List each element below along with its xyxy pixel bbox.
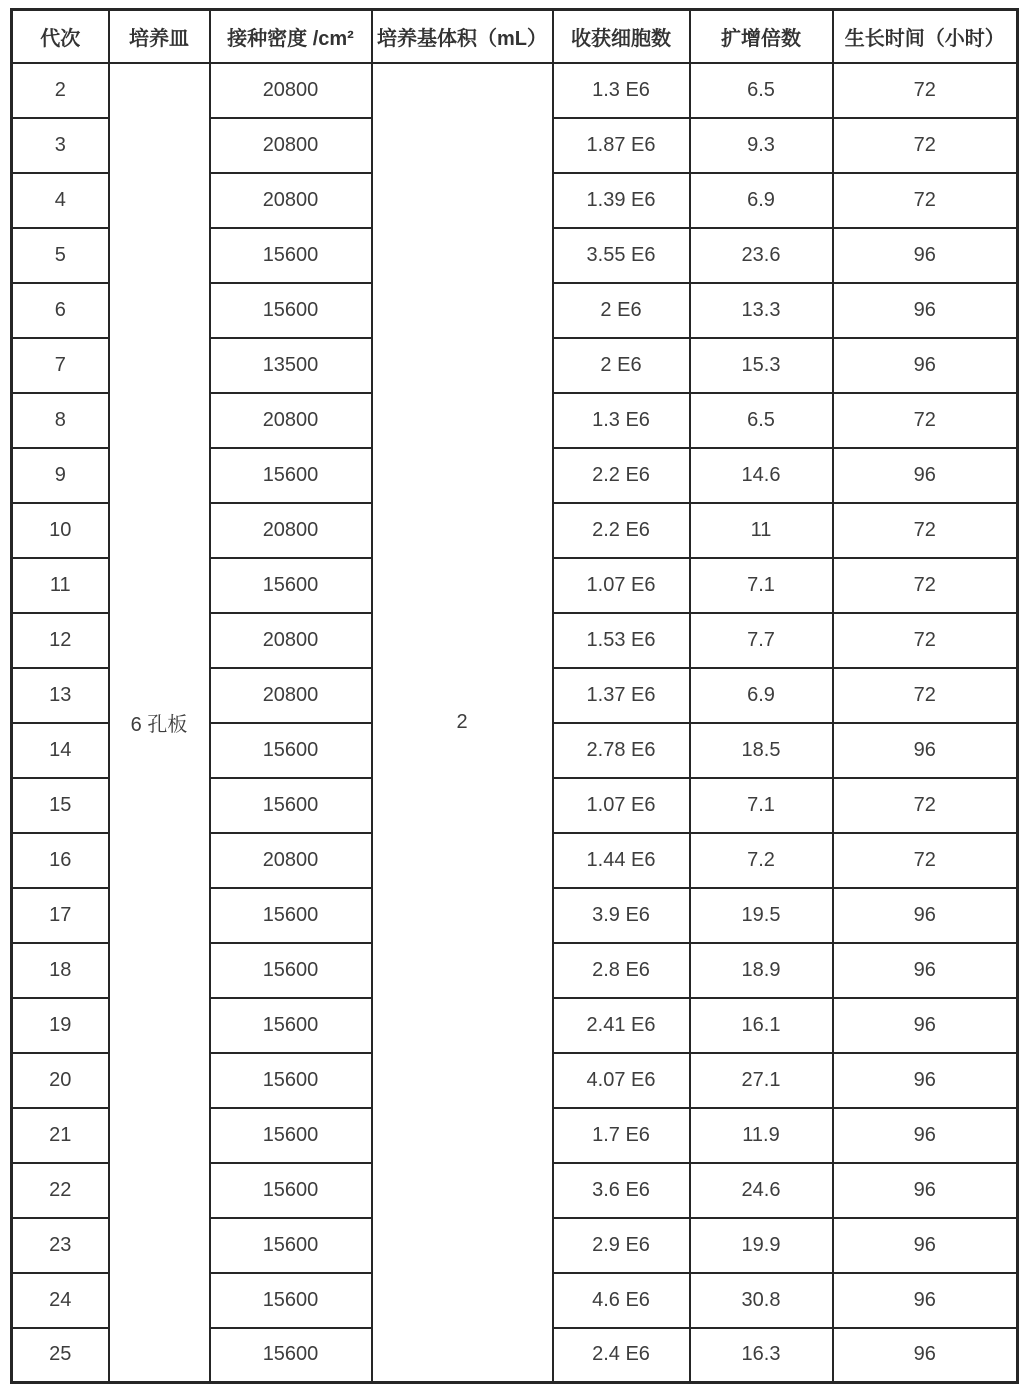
cell-density: 15600 [210,1163,372,1218]
cell-density: 15600 [210,1273,372,1328]
cell-growth-hours: 96 [833,1053,1018,1108]
cell-harvested-cells: 1.3 E6 [553,63,690,118]
cell-expansion-fold: 16.3 [690,1328,833,1383]
cell-expansion-fold: 16.1 [690,998,833,1053]
header-growth-time: 生长时间（小时） [833,10,1018,63]
cell-density: 20800 [210,393,372,448]
cell-expansion-fold: 27.1 [690,1053,833,1108]
cell-density: 20800 [210,668,372,723]
cell-density: 15600 [210,888,372,943]
cell-harvested-cells: 2 E6 [553,283,690,338]
cell-harvested-cells: 1.37 E6 [553,668,690,723]
cell-passage: 13 [12,668,109,723]
cell-growth-hours: 96 [833,1328,1018,1383]
cell-growth-hours: 72 [833,613,1018,668]
cell-density: 15600 [210,1053,372,1108]
cell-passage: 7 [12,338,109,393]
cell-growth-hours: 72 [833,173,1018,228]
cell-harvested-cells: 1.7 E6 [553,1108,690,1163]
cell-passage: 6 [12,283,109,338]
cell-expansion-fold: 30.8 [690,1273,833,1328]
cell-expansion-fold: 11.9 [690,1108,833,1163]
cell-expansion-fold: 7.2 [690,833,833,888]
cell-harvested-cells: 2.2 E6 [553,503,690,558]
cell-passage: 12 [12,613,109,668]
cell-density: 15600 [210,723,372,778]
cell-expansion-fold: 9.3 [690,118,833,173]
cell-harvested-cells: 1.44 E6 [553,833,690,888]
cell-growth-hours: 96 [833,338,1018,393]
header-row [12,10,1018,63]
cell-harvested-cells: 2 E6 [553,338,690,393]
cell-harvested-cells: 2.8 E6 [553,943,690,998]
cell-passage: 11 [12,558,109,613]
cell-passage: 19 [12,998,109,1053]
cell-expansion-fold: 13.3 [690,283,833,338]
cell-density: 15600 [210,943,372,998]
cell-harvested-cells: 1.53 E6 [553,613,690,668]
cell-expansion-fold: 23.6 [690,228,833,283]
cell-expansion-fold: 24.6 [690,1163,833,1218]
cell-harvested-cells: 1.07 E6 [553,778,690,833]
cell-passage: 21 [12,1108,109,1163]
cell-density: 15600 [210,448,372,503]
cell-passage: 3 [12,118,109,173]
cell-harvested-cells: 3.6 E6 [553,1163,690,1218]
cell-growth-hours: 72 [833,778,1018,833]
cell-expansion-fold: 19.9 [690,1218,833,1273]
cell-density: 20800 [210,118,372,173]
cell-passage: 20 [12,1053,109,1108]
table-row [12,63,1018,118]
cell-harvested-cells: 1.87 E6 [553,118,690,173]
cell-density: 20800 [210,63,372,118]
header-seed-density: 接种密度 /cm² [210,10,372,63]
table-header [12,10,1018,63]
cell-expansion-fold: 7.1 [690,778,833,833]
cell-density: 15600 [210,228,372,283]
cell-density: 15600 [210,283,372,338]
cell-passage: 2 [12,63,109,118]
cell-density: 15600 [210,1108,372,1163]
cell-growth-hours: 96 [833,888,1018,943]
cell-medium-volume-merged: 2 [372,63,553,1383]
cell-harvested-cells: 1.07 E6 [553,558,690,613]
cell-harvested-cells: 2.9 E6 [553,1218,690,1273]
cell-harvested-cells: 1.39 E6 [553,173,690,228]
cell-harvested-cells: 4.07 E6 [553,1053,690,1108]
cell-passage: 9 [12,448,109,503]
cell-passage: 22 [12,1163,109,1218]
cell-expansion-fold: 14.6 [690,448,833,503]
cell-harvested-cells: 2.41 E6 [553,998,690,1053]
header-dish: 培养皿 [109,10,210,63]
cell-growth-hours: 96 [833,1108,1018,1163]
cell-harvested-cells: 2.2 E6 [553,448,690,503]
cell-density: 15600 [210,1218,372,1273]
cell-dish-merged: 6 孔板 [109,63,210,1383]
cell-harvested-cells: 3.9 E6 [553,888,690,943]
cell-culture-passage-table [10,8,1019,1384]
cell-expansion-fold: 6.5 [690,63,833,118]
cell-expansion-fold: 11 [690,503,833,558]
cell-growth-hours: 96 [833,1218,1018,1273]
cell-growth-hours: 96 [833,1273,1018,1328]
cell-expansion-fold: 6.5 [690,393,833,448]
cell-density: 20800 [210,833,372,888]
cell-growth-hours: 96 [833,943,1018,998]
cell-growth-hours: 72 [833,393,1018,448]
cell-density: 15600 [210,998,372,1053]
cell-passage: 14 [12,723,109,778]
cell-growth-hours: 72 [833,118,1018,173]
header-expansion-fold: 扩增倍数 [690,10,833,63]
cell-passage: 15 [12,778,109,833]
cell-density: 15600 [210,558,372,613]
cell-density: 15600 [210,1328,372,1383]
cell-growth-hours: 96 [833,1163,1018,1218]
cell-expansion-fold: 7.1 [690,558,833,613]
cell-harvested-cells: 1.3 E6 [553,393,690,448]
cell-density: 20800 [210,503,372,558]
header-medium-volume: 培养基体积（mL） [372,10,553,63]
header-passage: 代次 [12,10,109,63]
cell-density: 20800 [210,173,372,228]
cell-passage: 8 [12,393,109,448]
cell-expansion-fold: 6.9 [690,668,833,723]
cell-passage: 16 [12,833,109,888]
cell-expansion-fold: 18.9 [690,943,833,998]
cell-growth-hours: 96 [833,283,1018,338]
cell-passage: 18 [12,943,109,998]
cell-expansion-fold: 19.5 [690,888,833,943]
cell-growth-hours: 72 [833,503,1018,558]
header-harvested-cells: 收获细胞数 [553,10,690,63]
cell-expansion-fold: 18.5 [690,723,833,778]
table-body [12,63,1018,1383]
cell-passage: 23 [12,1218,109,1273]
cell-harvested-cells: 2.4 E6 [553,1328,690,1383]
cell-growth-hours: 72 [833,63,1018,118]
cell-growth-hours: 96 [833,723,1018,778]
cell-expansion-fold: 6.9 [690,173,833,228]
cell-harvested-cells: 4.6 E6 [553,1273,690,1328]
cell-expansion-fold: 7.7 [690,613,833,668]
cell-growth-hours: 96 [833,228,1018,283]
cell-growth-hours: 96 [833,448,1018,503]
cell-growth-hours: 72 [833,668,1018,723]
cell-expansion-fold: 15.3 [690,338,833,393]
cell-growth-hours: 96 [833,998,1018,1053]
cell-passage: 10 [12,503,109,558]
cell-passage: 17 [12,888,109,943]
cell-passage: 5 [12,228,109,283]
cell-growth-hours: 72 [833,833,1018,888]
cell-growth-hours: 72 [833,558,1018,613]
cell-density: 15600 [210,778,372,833]
cell-harvested-cells: 3.55 E6 [553,228,690,283]
cell-passage: 25 [12,1328,109,1383]
cell-density: 20800 [210,613,372,668]
cell-passage: 24 [12,1273,109,1328]
cell-passage: 4 [12,173,109,228]
cell-density: 13500 [210,338,372,393]
cell-harvested-cells: 2.78 E6 [553,723,690,778]
